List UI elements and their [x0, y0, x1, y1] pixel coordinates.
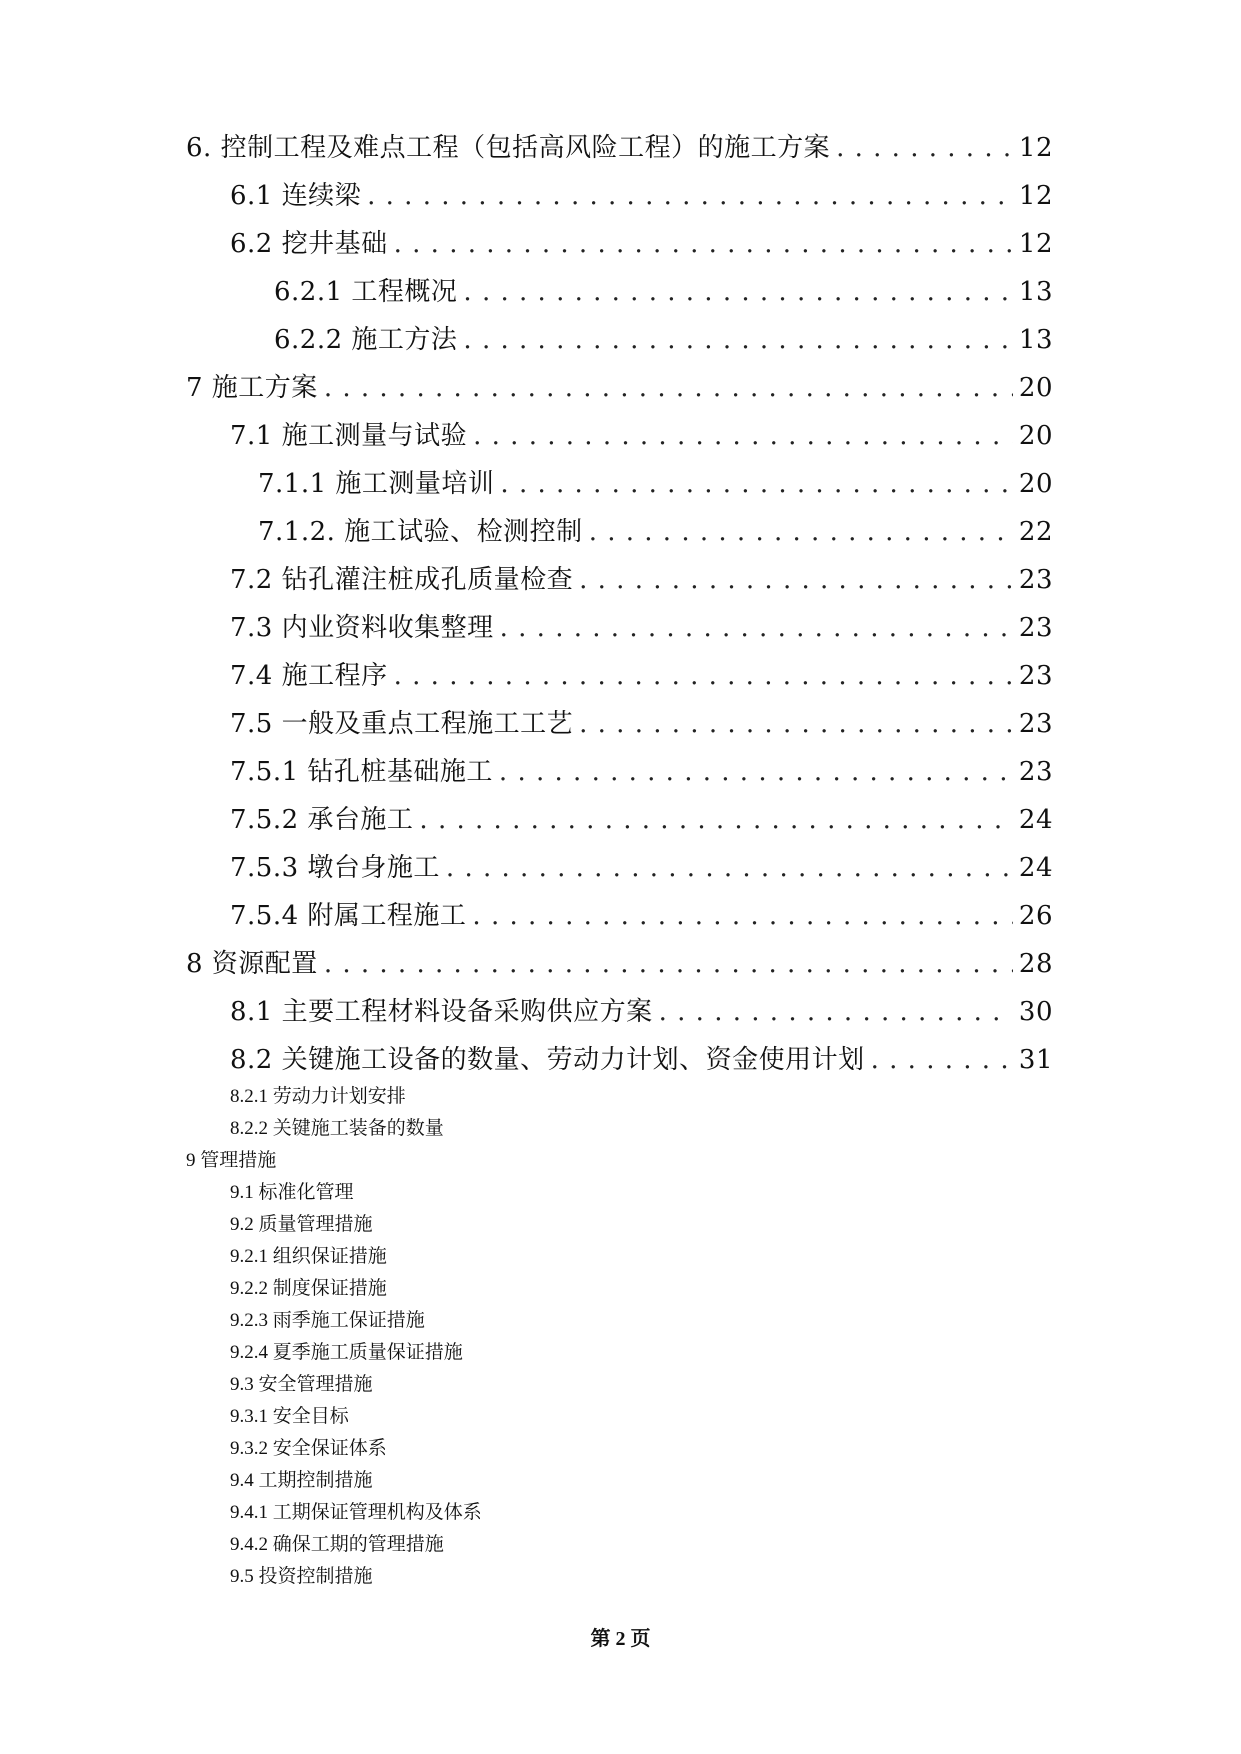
- dot-leader: [446, 851, 1013, 885]
- toc-entry-label: 7.1.2. 施工试验、检测控制: [258, 517, 583, 547]
- toc-entry-page: 23: [1018, 565, 1053, 595]
- dot-leader: [500, 467, 1012, 501]
- toc-entry-small[interactable]: 9 管理措施: [186, 1150, 277, 1171]
- toc-entry-page: 30: [1018, 997, 1053, 1027]
- dot-leader: [579, 563, 1013, 597]
- page-number-footer: 第 2 页: [590, 1628, 651, 1650]
- toc-entry-label: 8 资源配置: [186, 949, 318, 979]
- toc-entry-small[interactable]: 8.2.2 关键施工装备的数量: [230, 1118, 444, 1139]
- toc-entry[interactable]: [230, 227, 1053, 261]
- toc-entry-page: 22: [1018, 517, 1053, 547]
- toc-entry-label: 6.2 挖井基础: [230, 229, 388, 259]
- toc-entry-label: 8.2 关键施工设备的数量、劳动力计划、资金使用计划: [230, 1045, 865, 1075]
- dot-leader: [463, 323, 1012, 357]
- dot-leader: [836, 131, 1013, 165]
- toc-entry[interactable]: [186, 371, 1053, 405]
- toc-entry-page: 23: [1018, 661, 1053, 691]
- dot-leader: [324, 947, 1013, 981]
- toc-entry-label: 7.5.3 墩台身施工: [230, 853, 440, 883]
- toc-entry-page: 20: [1018, 421, 1053, 451]
- toc-entry-page: 26: [1018, 901, 1053, 931]
- toc-entry-label: 6.2.1 工程概况: [274, 277, 458, 307]
- toc-entry[interactable]: [258, 467, 1053, 501]
- toc-entry[interactable]: [230, 995, 1053, 1029]
- toc-entry[interactable]: [230, 1043, 1053, 1077]
- toc-entry-page: 12: [1018, 229, 1053, 259]
- toc-entry-label: 7.5 一般及重点工程施工工艺: [230, 709, 574, 739]
- toc-entry-small[interactable]: 9.4.1 工期保证管理机构及体系: [230, 1502, 482, 1523]
- toc-entry-page: 23: [1018, 613, 1053, 643]
- dot-leader: [394, 659, 1013, 693]
- toc-entry-label: 7.5.1 钻孔桩基础施工: [230, 757, 493, 787]
- toc-entry-label: 8.1 主要工程材料设备采购供应方案: [230, 997, 653, 1027]
- toc-entry-page: 20: [1018, 469, 1053, 499]
- toc-entry-small[interactable]: 9.2.3 雨季施工保证措施: [230, 1310, 425, 1331]
- toc-entry[interactable]: [230, 419, 1053, 453]
- toc-entry-label: 7.1 施工测量与试验: [230, 421, 468, 451]
- toc-entry[interactable]: [274, 323, 1053, 357]
- dot-leader: [871, 1043, 1013, 1077]
- toc-entry-label: 7.1.1 施工测量培训: [258, 469, 495, 499]
- dot-leader: [419, 803, 1012, 837]
- toc-entry-page: 13: [1018, 325, 1053, 355]
- toc-entry[interactable]: [230, 563, 1053, 597]
- toc-entry-page: 20: [1018, 373, 1053, 403]
- toc-entry-small[interactable]: 8.2.1 劳动力计划安排: [230, 1086, 406, 1107]
- toc-entry[interactable]: [186, 131, 1053, 165]
- toc-entry[interactable]: [230, 611, 1053, 645]
- toc-entry[interactable]: [230, 659, 1053, 693]
- toc-entry-page: 24: [1018, 805, 1053, 835]
- toc-entry[interactable]: [230, 851, 1053, 885]
- toc-entry-label: 6.2.2 施工方法: [274, 325, 458, 355]
- dot-leader: [324, 371, 1013, 405]
- toc-entry[interactable]: [186, 947, 1053, 981]
- toc-entry-label: 6. 控制工程及难点工程（包括高风险工程）的施工方案: [186, 133, 831, 163]
- toc-entry-small[interactable]: 9.3 安全管理措施: [230, 1374, 373, 1395]
- dot-leader: [589, 515, 1013, 549]
- dot-leader: [367, 179, 1013, 213]
- toc-entry-small[interactable]: 9.2.1 组织保证措施: [230, 1246, 387, 1267]
- toc-entry-small[interactable]: 9.3.2 安全保证体系: [230, 1438, 387, 1459]
- toc-entry-page: 31: [1018, 1045, 1053, 1075]
- toc-entry-page: 24: [1018, 853, 1053, 883]
- dot-leader: [394, 227, 1013, 261]
- toc-entry-label: 7.5.4 附属工程施工: [230, 901, 467, 931]
- toc-entry-small[interactable]: 9.4.2 确保工期的管理措施: [230, 1534, 444, 1555]
- toc-entry-page: 23: [1018, 709, 1053, 739]
- toc-entry-label: 6.1 连续梁: [230, 181, 362, 211]
- toc-entry-label: 7.2 钻孔灌注桩成孔质量检查: [230, 565, 574, 595]
- toc-entry-label: 7 施工方案: [186, 373, 318, 403]
- toc-entry[interactable]: [230, 179, 1053, 213]
- toc-entry-small[interactable]: 9.3.1 安全目标: [230, 1406, 349, 1427]
- toc-entry-small[interactable]: 9.2.2 制度保证措施: [230, 1278, 387, 1299]
- toc-entry-label: 7.3 内业资料收集整理: [230, 613, 494, 643]
- toc-entry-page: 12: [1018, 181, 1053, 211]
- toc-entry-page: 13: [1018, 277, 1053, 307]
- toc-entry-page: 28: [1018, 949, 1053, 979]
- toc-entry-label: 7.4 施工程序: [230, 661, 388, 691]
- toc-entry-small[interactable]: 9.4 工期控制措施: [230, 1470, 373, 1491]
- dot-leader: [463, 275, 1012, 309]
- toc-entry[interactable]: [274, 275, 1053, 309]
- dot-leader: [499, 755, 1013, 789]
- toc-entry-small[interactable]: 9.5 投资控制措施: [230, 1566, 373, 1587]
- toc-entry-small[interactable]: 9.1 标准化管理: [230, 1182, 354, 1203]
- toc-entry[interactable]: [230, 899, 1053, 933]
- dot-leader: [500, 611, 1013, 645]
- toc-entry-small[interactable]: 9.2.4 夏季施工质量保证措施: [230, 1342, 463, 1363]
- dot-leader: [659, 995, 1013, 1029]
- toc-entry[interactable]: [258, 515, 1053, 549]
- dot-leader: [472, 899, 1012, 933]
- toc-entry[interactable]: [230, 707, 1053, 741]
- dot-leader: [473, 419, 1013, 453]
- toc-entry-small[interactable]: 9.2 质量管理措施: [230, 1214, 373, 1235]
- dot-leader: [579, 707, 1013, 741]
- toc-entry[interactable]: [230, 755, 1053, 789]
- toc-entry-page: 12: [1018, 133, 1053, 163]
- toc-entry-page: 23: [1018, 757, 1053, 787]
- toc-entry[interactable]: [230, 803, 1053, 837]
- toc-entry-label: 7.5.2 承台施工: [230, 805, 414, 835]
